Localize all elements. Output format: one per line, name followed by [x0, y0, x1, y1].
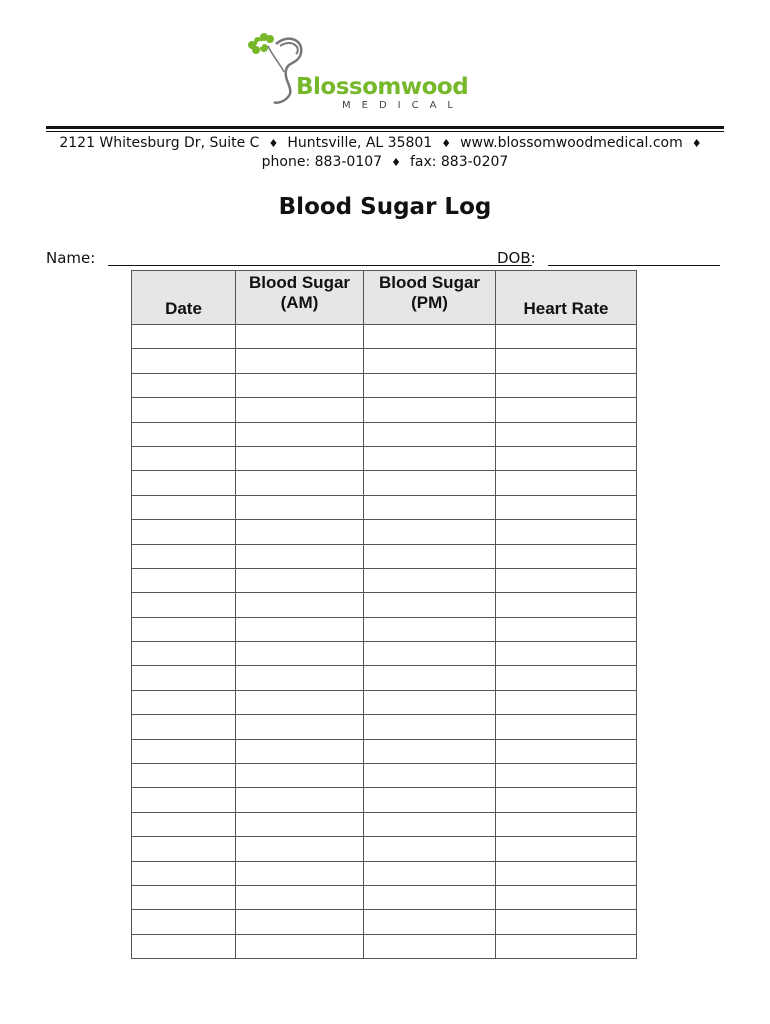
heart-rate-cell[interactable]	[496, 568, 637, 592]
table-row	[132, 544, 637, 568]
date-cell[interactable]	[132, 788, 236, 812]
heart-rate-cell[interactable]	[496, 495, 637, 519]
blood-sugar-pm-cell[interactable]	[364, 349, 496, 373]
table-row	[132, 642, 637, 666]
blood-sugar-am-cell[interactable]	[236, 715, 364, 739]
blood-sugar-am-cell[interactable]	[236, 568, 364, 592]
blood-sugar-am-cell[interactable]	[236, 471, 364, 495]
blood-sugar-am-cell[interactable]	[236, 642, 364, 666]
date-cell[interactable]	[132, 471, 236, 495]
diamond-separator-icon: ♦	[691, 137, 702, 150]
diamond-separator-icon: ♦	[268, 137, 279, 150]
heart-rate-cell[interactable]	[496, 885, 637, 909]
blood-sugar-pm-cell[interactable]	[364, 422, 496, 446]
heart-rate-cell[interactable]	[496, 739, 637, 763]
blood-sugar-pm-cell[interactable]	[364, 690, 496, 714]
heart-rate-cell[interactable]	[496, 861, 637, 885]
table-row	[132, 739, 637, 763]
table-row	[132, 593, 637, 617]
website-link[interactable]: www.blossomwoodmedical.com	[460, 135, 683, 151]
table-row	[132, 885, 637, 909]
blood-sugar-am-cell[interactable]	[236, 764, 364, 788]
blood-sugar-am-cell[interactable]	[236, 861, 364, 885]
blood-sugar-pm-cell[interactable]	[364, 593, 496, 617]
blood-sugar-am-cell[interactable]	[236, 373, 364, 397]
date-cell[interactable]	[132, 568, 236, 592]
date-cell[interactable]	[132, 544, 236, 568]
heart-rate-cell[interactable]	[496, 788, 637, 812]
table-row	[132, 910, 637, 934]
table-row	[132, 788, 637, 812]
blood-sugar-am-cell[interactable]	[236, 739, 364, 763]
heart-rate-cell[interactable]	[496, 715, 637, 739]
heart-rate-cell[interactable]	[496, 373, 637, 397]
header-rule	[46, 126, 724, 129]
blood-sugar-pm-cell[interactable]	[364, 885, 496, 909]
phone-number: phone: 883-0107	[261, 154, 383, 170]
dob-field-line[interactable]	[548, 265, 720, 266]
blood-sugar-log-table	[131, 270, 637, 959]
heart-rate-cell[interactable]	[496, 471, 637, 495]
heart-rate-cell[interactable]	[496, 910, 637, 934]
patient-info-row	[46, 249, 726, 269]
column-header-sublabel: (AM)	[280, 293, 319, 312]
blood-sugar-am-cell[interactable]	[236, 934, 364, 958]
blood-sugar-am-cell[interactable]	[236, 422, 364, 446]
header-rule-thin	[46, 131, 724, 132]
heart-rate-cell[interactable]	[496, 544, 637, 568]
column-header-label: Blood Sugar	[378, 273, 481, 292]
blood-sugar-pm-cell[interactable]	[364, 398, 496, 422]
date-cell[interactable]	[132, 349, 236, 373]
date-cell[interactable]	[132, 812, 236, 836]
table-body	[132, 325, 637, 959]
blood-sugar-pm-cell[interactable]	[364, 812, 496, 836]
heart-rate-cell[interactable]	[496, 642, 637, 666]
table-row	[132, 471, 637, 495]
date-cell[interactable]	[132, 764, 236, 788]
table-row	[132, 934, 637, 958]
blood-sugar-pm-cell[interactable]	[364, 446, 496, 470]
column-header-label: Heart Rate	[523, 299, 609, 318]
date-cell[interactable]	[132, 885, 236, 909]
blood-sugar-am-cell[interactable]	[236, 812, 364, 836]
name-field-line[interactable]	[108, 265, 532, 266]
heart-rate-cell[interactable]	[496, 422, 637, 446]
date-cell[interactable]	[132, 373, 236, 397]
heart-rate-cell[interactable]	[496, 666, 637, 690]
blood-sugar-am-cell[interactable]	[236, 885, 364, 909]
address-line-1	[0, 135, 770, 151]
table-row	[132, 373, 637, 397]
blood-sugar-am-cell[interactable]	[236, 690, 364, 714]
column-header-sublabel: (PM)	[411, 293, 448, 312]
blood-sugar-am-cell[interactable]	[236, 398, 364, 422]
blood-sugar-am-cell[interactable]	[236, 593, 364, 617]
table-row	[132, 495, 637, 519]
blood-sugar-pm-cell[interactable]	[364, 837, 496, 861]
date-cell[interactable]	[132, 495, 236, 519]
blood-sugar-am-cell[interactable]	[236, 617, 364, 641]
blood-sugar-am-cell[interactable]	[236, 788, 364, 812]
heart-rate-cell[interactable]	[496, 764, 637, 788]
blood-sugar-pm-cell[interactable]	[364, 495, 496, 519]
table-row	[132, 422, 637, 446]
table-row	[132, 812, 637, 836]
address-line-2	[0, 154, 770, 170]
date-cell[interactable]	[132, 715, 236, 739]
blood-sugar-am-cell[interactable]	[236, 495, 364, 519]
street-address: 2121 Whitesburg Dr, Suite C	[59, 135, 260, 151]
column-header-blood-sugar-am	[236, 271, 364, 325]
blood-sugar-am-cell[interactable]	[236, 446, 364, 470]
heart-rate-cell[interactable]	[496, 934, 637, 958]
table-row	[132, 398, 637, 422]
table-row	[132, 764, 637, 788]
table-row	[132, 666, 637, 690]
blood-sugar-pm-cell[interactable]	[364, 666, 496, 690]
blood-sugar-pm-cell[interactable]	[364, 934, 496, 958]
table-row	[132, 349, 637, 373]
blood-sugar-am-cell[interactable]	[236, 349, 364, 373]
brand-name: Blossomwood	[296, 74, 469, 100]
blood-sugar-pm-cell[interactable]	[364, 325, 496, 349]
blood-sugar-am-cell[interactable]	[236, 837, 364, 861]
date-cell[interactable]	[132, 325, 236, 349]
blood-sugar-pm-cell[interactable]	[364, 739, 496, 763]
diamond-separator-icon: ♦	[391, 156, 401, 169]
blood-sugar-am-cell[interactable]	[236, 544, 364, 568]
column-header-label: Blood Sugar	[248, 273, 351, 292]
table-row	[132, 617, 637, 641]
date-cell[interactable]	[132, 934, 236, 958]
heart-rate-cell[interactable]	[496, 690, 637, 714]
blood-sugar-pm-cell[interactable]	[364, 373, 496, 397]
blood-sugar-pm-cell[interactable]	[364, 544, 496, 568]
date-cell[interactable]	[132, 666, 236, 690]
blood-sugar-pm-cell[interactable]	[364, 568, 496, 592]
column-header-date	[132, 271, 236, 325]
heart-rate-cell[interactable]	[496, 349, 637, 373]
table-row	[132, 520, 637, 544]
blood-sugar-pm-cell[interactable]	[364, 861, 496, 885]
heart-rate-cell[interactable]	[496, 593, 637, 617]
table-row	[132, 715, 637, 739]
heart-rate-cell[interactable]	[496, 812, 637, 836]
blood-sugar-am-cell[interactable]	[236, 910, 364, 934]
date-cell[interactable]	[132, 837, 236, 861]
date-cell[interactable]	[132, 642, 236, 666]
heart-rate-cell[interactable]	[496, 398, 637, 422]
table-row	[132, 861, 637, 885]
date-cell[interactable]	[132, 910, 236, 934]
heart-rate-cell[interactable]	[496, 617, 637, 641]
heart-rate-cell[interactable]	[496, 325, 637, 349]
blood-sugar-pm-cell[interactable]	[364, 471, 496, 495]
fax-number: fax: 883-0207	[409, 154, 509, 170]
column-header-blood-sugar-pm	[364, 271, 496, 325]
brand-tagline: MEDICAL	[342, 100, 464, 111]
blood-sugar-pm-cell[interactable]	[364, 764, 496, 788]
date-cell[interactable]	[132, 398, 236, 422]
table-row	[132, 690, 637, 714]
heart-rate-cell[interactable]	[496, 837, 637, 861]
date-cell[interactable]	[132, 617, 236, 641]
date-cell[interactable]	[132, 593, 236, 617]
blood-sugar-pm-cell[interactable]	[364, 788, 496, 812]
blood-sugar-pm-cell[interactable]	[364, 715, 496, 739]
blood-sugar-am-cell[interactable]	[236, 520, 364, 544]
date-cell[interactable]	[132, 422, 236, 446]
name-label: Name:	[46, 249, 96, 267]
page-title: Blood Sugar Log	[278, 194, 492, 220]
table-header-row	[132, 271, 637, 325]
date-cell[interactable]	[132, 690, 236, 714]
date-cell[interactable]	[132, 520, 236, 544]
city-state-zip: Huntsville, AL 35801	[287, 135, 433, 151]
dob-label: DOB:	[497, 249, 536, 267]
date-cell[interactable]	[132, 739, 236, 763]
heart-rate-cell[interactable]	[496, 446, 637, 470]
diamond-separator-icon: ♦	[441, 137, 452, 150]
blood-sugar-am-cell[interactable]	[236, 666, 364, 690]
table-row	[132, 837, 637, 861]
date-cell[interactable]	[132, 446, 236, 470]
column-header-heart-rate	[496, 271, 637, 325]
table-row	[132, 446, 637, 470]
table-row	[132, 568, 637, 592]
blood-sugar-am-cell[interactable]	[236, 325, 364, 349]
blood-sugar-pm-cell[interactable]	[364, 617, 496, 641]
blood-sugar-pm-cell[interactable]	[364, 520, 496, 544]
column-header-label: Date	[165, 299, 202, 318]
date-cell[interactable]	[132, 861, 236, 885]
blood-sugar-pm-cell[interactable]	[364, 910, 496, 934]
heart-rate-cell[interactable]	[496, 520, 637, 544]
blood-sugar-pm-cell[interactable]	[364, 642, 496, 666]
table-row	[132, 325, 637, 349]
